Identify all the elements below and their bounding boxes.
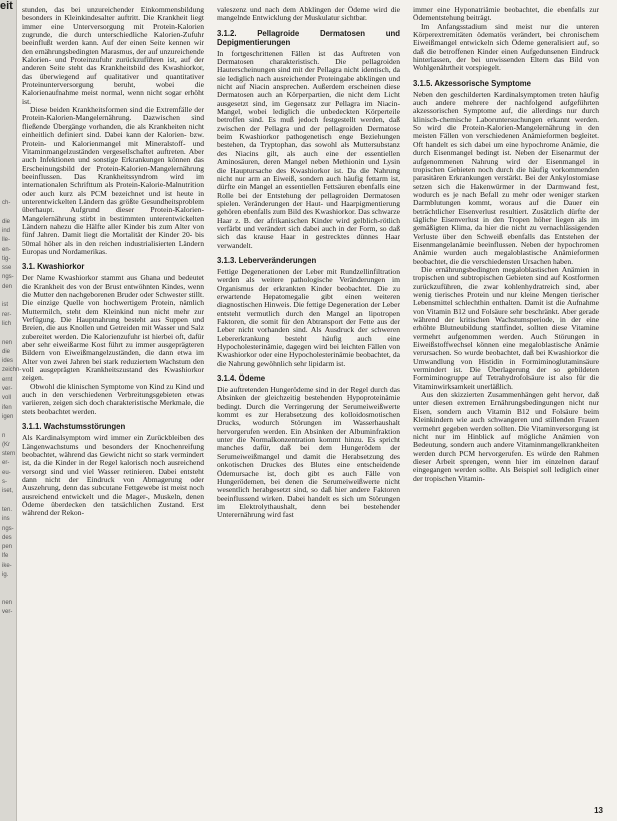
gutter-fragment: stern [2, 451, 16, 458]
gutter-fragment: ides [2, 358, 14, 365]
paragraph: Fettige Degenerationen der Leber mit Rundzellinfiltration werden als weitere pathologische Veränderungen im Organismus der erkrankten Kinder beobachtet. Die zu erwartende Hepatomegalie gibt einen weiteren diagnostischen Hinweis. Die fettige Degeneration der Leber entsteht vermutlich durch den Mangel an lipotropen Faktoren, die somit für den Abtransport der Fette aus der Leber nicht vorhanden sind. Als Ausdruck der schweren Lebererkrankung besteht häufig auch eine Hypocholesterinämie, dagegen wird bei leichten Fällen von Kwashiorkor oder eine Hypocholesterinämie beobachtet, da die Nahrung gewöhnlich sehr lipidarm ist. [217, 266, 400, 368]
gutter-fragment: lfe [2, 553, 9, 560]
gutter-fragment: ten. [2, 506, 13, 513]
gutter-fragment: ver- [2, 609, 13, 616]
section-heading: 3.1.3. Leberveränderungen [217, 255, 317, 265]
text-column-2 [217, 6, 400, 807]
paragraph: immer eine Hyponatriämie beobachtet, die ebenfalls zur Ödementstehung beiträgt. [413, 6, 599, 23]
section-heading: 3.1.2. Pellagroide Dermatosen und Depigmentierungen [217, 28, 400, 47]
gutter-fragment: lich [2, 320, 12, 327]
gutter-fragment: ins [2, 516, 10, 523]
paragraph: Die ernährungsbedingten megaloblastischen Anämien in tropischen und subtropischen Gebieten sind auf Kostformen zurückzuführen, die zwar kohlenhydratreich sind, aber wenig tierisches Protein und nur kleine Mengen tierischer Lebensmittel schlechthin enthalten. Damit ist die Aufnahme von Vitamin B12 und Folsäure sehr beschränkt. Aber gerade während der kritischen Wachstumsperiode, in der eine erhöhte Blutneubildung stattfindet, sollten diese Vitamine vermehrt aufgenommen werden. Auch Störungen in Eiweißstoffwechsel können eine megaloblastische Anämie verursachen. So wurde beobachtet, daß bei Kwashiorkor die Umwandlung von Histidin in Formiminoglutaminsäure vermindert ist. Die Überlagerung der so gebildeten Formiminogruppe auf Tetrahydrofolsäure ist also für die Vitaminwirksamkeit unerläßlich. [413, 264, 599, 391]
section-heading: 3.1. Kwashiorkor [22, 262, 85, 272]
gutter-fragment: nen [2, 339, 13, 346]
gutter-fragment: ver- [2, 386, 13, 392]
corner-fragment: eit [0, 0, 13, 12]
gutter-fragment: die [2, 218, 11, 225]
paragraph: Diese beiden Krankheitsformen sind die Extremfälle der Protein-Kalorien-Mangelernährung. Dazwischen sind fließende Übergänge vorhanden, die als Krankheiten nicht einheitlich definiert sind. Dabei kann der Kalorien- bzw. Protein- und Kalorienmangel mit Mineralstoff- und Vitaminmangelzuständen vergesellschaftet auftreten. Aber auch Infektionen und sonstige Erkrankungen können das Erscheinungsbild der Protein-Kalorien-Mangelernährung beeinflussen. Das Krankheitssyndrom wird im internationalen Schrifttum als Protein-Kalorie-Malnutrition oder auch kurz als PCM bezeichnet und ist heute in unterentwickelten Ländern das größte Gesundheitsproblem überhaupt. Aufgrund dieser Protein-Kalorien-Mangelernährung stirbt in bestimmten unterentwickelten Ländern nahezu die Hälfte aller Kinder bis zum Alter von fünf Jahren. Damit liegt die Mortalität der Kinder 20- bis 50mal höher als in den reichen industrialisierten Ländern Europas und Nordamerikas. [22, 105, 204, 256]
text-column-3 [413, 6, 599, 807]
gutter-fragment: (Kr [2, 441, 10, 448]
gutter-fragment: des [2, 534, 12, 541]
paragraph: Im Anfangsstadium sind meist nur die unteren Körperextremitäten ödematös verändert, bei chronischem Eiweißmangel entwickeln sich Ödeme generalisiert auf, so daß die betroffenen Kinder einen Aufgedunsenen Eindruck hinterlassen, der bei unwissenden Eltern das Bild von Wohlgenährtheit vorspiegelt. [413, 21, 599, 73]
paragraph: Neben den geschilderten Kardinalsymptomen treten häufig auch andere mehrere der nachfolgend aufgeführten akzessorischen Symptome auf, die allerdings nur durch klinisch-chemische Laboruntersuchungen erkannt werden. So wird die Protein-Kalorien-Mangelernährung in den meisten Fällen von verschiedenen Anämieformen begleitet. Oft handelt es sich dabei um eine hypochrome Anämie, die durch Eisenmangel bedingt ist. Neben der Eisenarmut der aufgenommenen Nahrung wird der Eisenmangel in tropischen Gebieten noch durch die häufig vorkommenden parasitären Erkrankungen verstärkt. Bei der Ankylostomiase setzen sich die Hakenwürmer in der Darmwand fest, wodurch es je nach Befall zu mehr oder weniger starken Darmblutungen kommt, woraus auf die Dauer ein beträchtlicher Eisenverlust resultiert. Zusätzlich dürfte der tägliche Eisenverlust in den Tropen höher liegen als im gemäßigten Klima, da hier die nicht zu vernachlässigenden Verluste über den Schweiß ebenfalls das Entstehen der Eisenmangelanämie beeinflussen. Neben der hypochromen Anämie wurden auch megaloblastische Anämieformen beobachtet, die die verschiedensten Ursachen haben. [413, 89, 599, 266]
gutter-fragment: ch- [2, 200, 11, 206]
gutter-fragment: er- [2, 460, 10, 467]
page-number: 13 [594, 806, 603, 815]
gutter-fragment: eu- [2, 469, 11, 476]
gutter-fragment: ngs- [2, 274, 14, 281]
section-heading: 3.1.1. Wachstumsstörungen [22, 422, 126, 432]
gutter-fragment: voll [2, 395, 12, 402]
gutter-fragment: iset, [2, 488, 14, 495]
section-heading: 3.1.4. Ödeme [217, 374, 266, 384]
gutter-fragment: n [2, 432, 6, 439]
section-heading: 3.1.5. Akzessorische Symptome [413, 78, 532, 88]
gutter-fragment: ind [2, 227, 11, 234]
gutter-fragment: ernt [2, 376, 13, 383]
gutter-fragment: ngs- [2, 525, 14, 532]
paragraph: Aus den skizzierten Zusammenhängen geht hervor, daß unter diesen extremen Ernährungsbedingungen nicht nur Eisen, sondern auch Vitamin B12 und Folsäure beim Kleinkindern wie auch schwangeren und stillenden Frauen vermehrt gegeben werden sollten. Die Vitaminversorgung ist nicht nur im Hinblick auf mögliche Anämien von Bedeutung, sondern auch andere Vitaminmangelkrankheiten werden durch PCM hervorgerufen. Es würde den Rahmen dieser Arbeit sprengen, wenn hier im einzelnen darauf eingegangen werden sollte. Als Beispiel soll lediglich einer der tropischen Vitamin- [413, 390, 599, 483]
text-column-1 [22, 6, 204, 807]
paragraph: Obwohl die klinischen Symptome von Kind zu Kind und auch in den verschiedenen Verbreitungsgebieten etwas variieren, zeigen sich doch charakteristische Merkmale, die stets beobachtet werden. [22, 381, 204, 416]
gutter-fragment: ig. [2, 572, 9, 578]
gutter-fragment: die [2, 348, 11, 355]
gutter-fragment: s- [2, 479, 7, 485]
gutter-fragment: pen [2, 544, 13, 551]
paragraph: stunden, das bei unzureichender Einkommensbildung besonders in Kleinkindesalter auftritt. Die Krankheit liegt immer eine Unterversorgung mit Protein-Kalorien zugrunde, die durch unterschiedliche Kalorien-Zufuhr beeinflußt werden kann. Auf der einen Seite kennen wir den ernährungsbedingten Marasmus, der auf unzureichende Kalorien- und Proteinzufuhr zurückzuführen ist, auf der anderen Seite steht das Krankheitsbild des Kwashiorkor, das überwiegend auf qualitativer und quantitativer Proteinunterversorgung beruht, wobei die Kalorienaufnahme meist normal, wenn nicht sogar erhöht ist. [22, 6, 204, 106]
gutter-fragment: nen [2, 599, 13, 606]
paragraph: In fortgeschrittenen Fällen ist das Auftreten von Dermatosen charakteristisch. Die pellagroiden Hauterscheinungen sind mit der Pellagra nicht identisch, da sie lediglich nach ausreichender Proteingabe abklingen und nicht auf Niacin ansprechen. Außerdem erscheinen diese Dermatosen auch an Körperpartien, die nicht dem Licht ausgesetzt sind, im Gegensatz zur Pellagra im Niacin-Mangel, wobei lediglich die unbedeckten Körperteile betroffen sind. Es muß jedoch festgestellt werden, daß zwischen der Pellagra und der pellagroiden Dermatose beim Kwashiorkor pathogenetisch enge Beziehungen bestehen, da Tryptophan, das sowohl als Muttersubstanz des Niacins gilt, als auch eine der essentiellen Aminosäuren, deren Mangel neben Methionin und Lysin die Hauptursache des Kwashiorkor ist. Da die Nahrung nicht nur arm an Eiweiß, sondern auch häufig fettarm ist, dürfte ein Mangel an essentiellen Fettsäuren ebenfalls eine Rolle bei der Entstehung der pellagroiden Dermatosen spielen. Veränderungen der Haut- und Haarpigmentierung gehören ebenfalls zum Bild des Kwashiorkor. Das schwarze Haar z. B. der afrikanischen Kinder wird gelblich-rötlich verfärbt und verändert sich dabei auch in der Form, so daß sich das krause Haar in gestrecktes dünnes Haar verwandelt. [217, 48, 400, 250]
gutter-fragment: igen [2, 413, 14, 420]
gutter-fragment: tig- [2, 255, 11, 262]
gutter-fragment: zeichn- [2, 367, 22, 374]
gutter-fragment: sse [2, 265, 12, 272]
gutter-fragment: ist [2, 302, 8, 309]
paragraph: Der Name Kwashiorkor stammt aus Ghana und bedeutet die Krankheit des von der Brust entwöhnten Kindes, wenn die Mutter den nachgeborenen Bruder oder Schwester stillt. Die einzige Quelle von hochwertigem Protein, nämlich Muttermilch, steht dem Kleinkind nun nicht mehr zur Verfügung. Die Hauptnahrung besteht aus Suppen und Breien, die aus Knollen und Getreiden mit Wasser und Salz zubereitet werden. Die Kalorienzufuhr ist hierbei oft, dafür aber sehr eiweißarme Kost führt zu immer ausgeprägteren Bildern von Eiweißmangelzuständen, die dann etwa im Alter von zwei Jahren bei stark reduziertem Wachstum den voll ausgeprägten Krankheitszustand des Kwashiorkor zeigen. [22, 273, 204, 383]
paragraph: Die auftretenden Hungerödeme sind in der Regel durch das Absinken der gleichzeitig bestehenden Hypoproteinämie bedingt. Durch die Verringerung der Serumeiweißwerte kommt es zur Herabsetzung des kolloidosmotischen Drucks, wodurch Störungen im Wasserhaushalt hervorgerufen werden. Ein Absinken der Albuminfraktion unter die Normalkonzentration kommt hinzu. Es spricht manches dafür, daß bei dem Hungerödem der Serumeiweißmangel und damit die Herabsetzung des onkotischen Druckes des Blutes eine entscheidende Ödemursache ist, doch gibt es auch Fälle von Hungerödemen, bei denen die Serumeiweißwerte nicht wesentlich herabgesetzt sind, so daß hier andere Faktoren beeinflussend wirken. Dabei handelt es sich um Störungen im Elektrolythaushalt, denn bei bestehender Unterernährung wird fast [217, 385, 400, 520]
gutter-fragment: den [2, 283, 13, 290]
gutter-fragment: en- [2, 246, 11, 253]
paragraph: Als Kardinalsymptom wird immer ein Zurückbleiben des Längenwachstums und besonders der Knochenreifung beobachtet, während das Gewicht nicht so stark vermindert ist, da die Kinder in der Regel kalorisch noch ausreichend versorgt sind und viel Wasser retinieren. Dabei entsteht dann nicht der Eindruck von Abmagerung oder Auszehrung, denn das subcutane Fettgewebe ist meist noch ausreichend entwickelt und die Mager-, Muskeln, denen Ödeme überdecken den tatsächlichen Zustand. Erst während der Rekon- [22, 433, 204, 518]
left-page-gutter [0, 0, 22, 821]
paragraph: valeszenz und nach dem Abklingen der Ödeme wird die mangelnde Entwicklung der Muskulatur sichtbar. [217, 6, 400, 23]
gutter-fragment: ike- [2, 562, 12, 569]
gutter-fragment: rer- [2, 311, 12, 318]
gutter-fragment: ifen [2, 404, 12, 411]
gutter-fragment: lle- [2, 237, 11, 244]
